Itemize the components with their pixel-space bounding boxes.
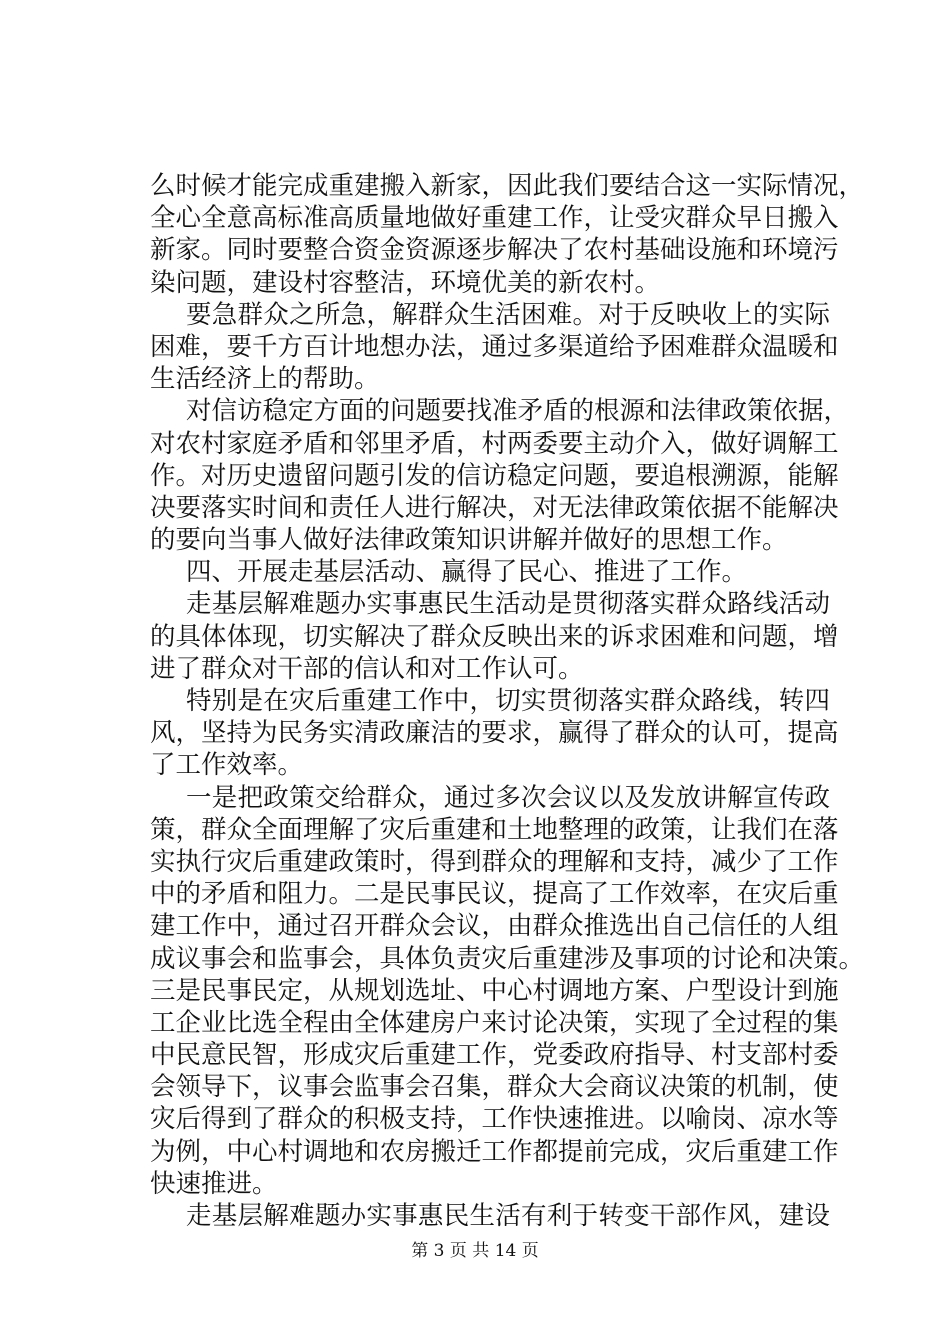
text-line: 为例，中心村调地和农房搬迁工作都提前完成，灾后重建工作: [150, 1136, 839, 1167]
text-line: 的要向当事人做好法律政策知识讲解并做好的思想工作。: [150, 525, 788, 556]
text-line: 要急群众之所急，解群众生活困难。对于反映收上的实际: [186, 299, 830, 330]
text-line: 决要落实时间和责任人进行解决，对无法律政策依据不能解决: [150, 492, 839, 523]
text-line: 进了群众对干部的信认和对工作认可。: [150, 653, 584, 684]
text-line: 走基层解难题办实事惠民生活动是贯彻落实群众路线活动: [186, 589, 830, 620]
text-line: 特别是在灾后重建工作中，切实贯彻落实群众路线，转四: [186, 686, 830, 716]
text-line: 了工作效率。: [150, 750, 304, 781]
text-line: 对农村家庭矛盾和邻里矛盾，村两委要主动介入，做好调解工: [150, 428, 839, 459]
text-line: 困难，要千方百计地想办法，通过多渠道给予困难群众温暖和: [150, 331, 839, 362]
text-line: 走基层解难题办实事惠民生活有利于转变干部作风，建设: [186, 1201, 830, 1231]
text-line: 风，坚持为民务实清政廉洁的要求，赢得了群众的认可，提高: [150, 718, 839, 749]
text-line: 成议事会和监事会，具体负责灾后重建涉及事项的讨论和决策。: [150, 943, 865, 974]
text-line: 会领导下，议事会监事会召集，群众大会商议决策的机制，使: [150, 1072, 839, 1103]
text-line: 的具体体现，切实解决了群众反映出来的诉求困难和问题，增: [150, 621, 839, 652]
text-line: 工企业比选全程由全体建房户来讨论决策，实现了全过程的集: [150, 1007, 839, 1038]
text-line: 生活经济上的帮助。: [150, 364, 380, 395]
text-line: 染问题，建设村容整洁，环境优美的新农村。: [150, 267, 661, 298]
text-line: 建工作中，通过召开群众会议，由群众推选出自己信任的人组: [150, 911, 839, 942]
text-line: 中民意民智，形成灾后重建工作，党委政府指导、村支部村委: [150, 1040, 839, 1071]
text-line: 对信访稳定方面的问题要找准矛盾的根源和法律政策依据，: [186, 396, 850, 427]
text-line: 四、开展走基层活动、赢得了民心、推进了工作。: [186, 557, 748, 588]
text-line: 新家。同时要整合资金资源逐步解决了农村基础设施和环境污: [150, 235, 839, 266]
text-line: 作。对历史遗留问题引发的信访稳定问题，要追根溯源，能解: [150, 460, 839, 491]
text-line: 实执行灾后重建政策时，得到群众的理解和支持，减少了工作: [150, 846, 839, 877]
text-line: 全心全意高标准高质量地做好重建工作，让受灾群众早日搬入: [150, 203, 839, 234]
text-line: 中的矛盾和阻力。二是民事民议，提高了工作效率，在灾后重: [150, 879, 839, 910]
text-line: 么时候才能完成重建搬入新家，因此我们要结合这一实际情况，: [150, 171, 865, 201]
text-line: 快速推进。: [150, 1168, 278, 1199]
text-line: 三是民事民定，从规划选址、中心村调地方案、户型设计到施: [150, 975, 839, 1006]
text-line: 一是把政策交给群众，通过多次会议以及发放讲解宣传政: [186, 782, 830, 813]
page-number-footer: 第 3 页 共 14 页: [411, 1241, 539, 1261]
text-line: 灾后得到了群众的积极支持，工作快速推进。以喻岗、凉水等: [150, 1104, 839, 1135]
text-line: 策，群众全面理解了灾后重建和土地整理的政策，让我们在落: [150, 814, 839, 845]
body-text: [150, 170, 865, 1232]
